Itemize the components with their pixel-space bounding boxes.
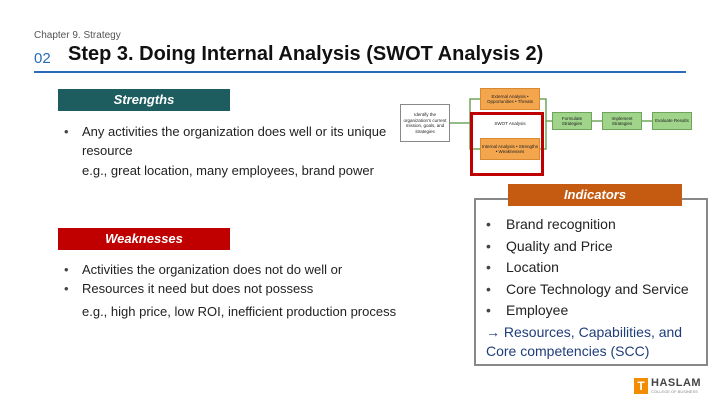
page-title: Step 3. Doing Internal Analysis (SWOT Analysis 2) bbox=[68, 43, 544, 65]
strategy-process-diagram bbox=[400, 88, 715, 178]
diagram-evaluate-box: Evaluate Results bbox=[652, 112, 692, 130]
indicator-item: • Core Technology and Service bbox=[480, 279, 712, 301]
diagram-highlight-frame bbox=[470, 112, 544, 176]
weaknesses-item: • Resources it need but does not possess bbox=[60, 279, 440, 298]
diagram-internal-box: Internal Analysis • Strengths • Weaknesses bbox=[480, 138, 540, 160]
strengths-item: • Any activities the organization does well or its unique resource bbox=[60, 122, 400, 160]
strengths-label: Strengths bbox=[58, 89, 230, 111]
weaknesses-item: • Activities the organization does not do well or bbox=[60, 260, 440, 279]
logo-name: HASLAM bbox=[651, 377, 702, 389]
indicators-list bbox=[480, 214, 712, 322]
weaknesses-list bbox=[60, 260, 440, 298]
diagram-formulate-box: Formulate Strategies bbox=[552, 112, 592, 130]
strengths-list bbox=[60, 122, 400, 160]
diagram-external-box: External Analysis • Opportunities • Threats bbox=[480, 88, 540, 110]
indicator-item: • Location bbox=[480, 257, 712, 279]
chapter-label: Chapter 9. Strategy bbox=[34, 30, 121, 41]
diagram-mission-box: Identify the organization's current mission, goals, and strategies bbox=[400, 104, 450, 142]
haslam-logo bbox=[634, 378, 701, 394]
weaknesses-example: e.g., high price, low ROI, inefficient production process bbox=[82, 304, 397, 319]
diagram-implement-box: Implement Strategies bbox=[602, 112, 642, 130]
indicators-summary: → Resources, Capabilities, and Core competencies (SCC) bbox=[486, 324, 683, 359]
indicators-label: Indicators bbox=[508, 184, 682, 206]
logo-subtitle: COLLEGE OF BUSINESS bbox=[651, 389, 698, 394]
indicator-item: • Brand recognition bbox=[480, 214, 712, 236]
indicator-item: • Employee bbox=[480, 300, 712, 322]
logo-mark-icon: T bbox=[634, 378, 648, 394]
diagram-swot-label: SWOT Analysis bbox=[480, 118, 540, 130]
indicator-item: • Quality and Price bbox=[480, 236, 712, 258]
strengths-example: e.g., great location, many employees, brand power bbox=[82, 163, 374, 178]
weaknesses-label: Weaknesses bbox=[58, 228, 230, 250]
slide-number: 02 bbox=[34, 50, 51, 67]
title-divider bbox=[34, 71, 686, 73]
